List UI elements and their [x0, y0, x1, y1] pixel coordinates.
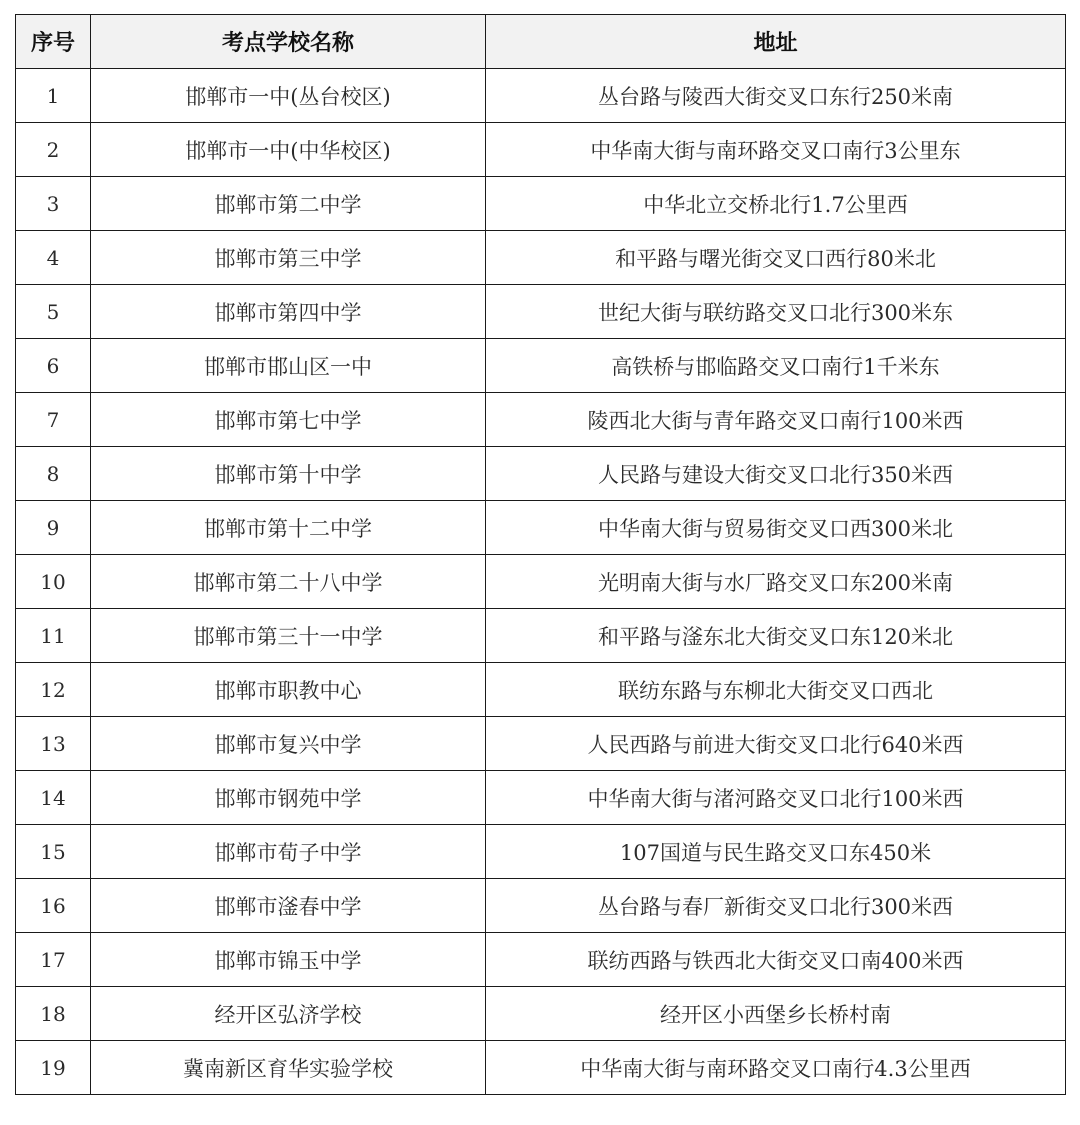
row-index: 6	[16, 339, 91, 393]
row-index: 1	[16, 69, 91, 123]
table-row	[16, 771, 1066, 825]
school-address: 丛台路与春厂新街交叉口北行300米西	[486, 879, 1066, 933]
school-name: 邯郸市第三十一中学	[91, 609, 486, 663]
table-row	[16, 69, 1066, 123]
table-row	[16, 393, 1066, 447]
school-address: 联纺东路与东柳北大街交叉口西北	[486, 663, 1066, 717]
table-row	[16, 879, 1066, 933]
school-address: 人民西路与前进大街交叉口北行640米西	[486, 717, 1066, 771]
table-row	[16, 987, 1066, 1041]
table-row	[16, 933, 1066, 987]
school-address: 和平路与滏东北大街交叉口东120米北	[486, 609, 1066, 663]
table-row	[16, 663, 1066, 717]
school-address: 光明南大街与水厂路交叉口东200米南	[486, 555, 1066, 609]
school-name: 邯郸市复兴中学	[91, 717, 486, 771]
school-name: 邯郸市锦玉中学	[91, 933, 486, 987]
row-index: 16	[16, 879, 91, 933]
school-name: 邯郸市邯山区一中	[91, 339, 486, 393]
school-name: 经开区弘济学校	[91, 987, 486, 1041]
school-name: 邯郸市第二十八中学	[91, 555, 486, 609]
row-index: 19	[16, 1041, 91, 1095]
header-index: 序号	[16, 15, 91, 69]
table-row	[16, 717, 1066, 771]
school-name: 邯郸市第四中学	[91, 285, 486, 339]
school-address: 丛台路与陵西大街交叉口东行250米南	[486, 69, 1066, 123]
school-address: 和平路与曙光街交叉口西行80米北	[486, 231, 1066, 285]
exam-site-table	[15, 14, 1066, 1095]
school-address: 高铁桥与邯临路交叉口南行1千米东	[486, 339, 1066, 393]
school-address: 人民路与建设大街交叉口北行350米西	[486, 447, 1066, 501]
school-address: 107国道与民生路交叉口东450米	[486, 825, 1066, 879]
row-index: 2	[16, 123, 91, 177]
school-name: 邯郸市一中(中华校区)	[91, 123, 486, 177]
row-index: 17	[16, 933, 91, 987]
row-index: 5	[16, 285, 91, 339]
school-name: 邯郸市第三中学	[91, 231, 486, 285]
school-address: 经开区小西堡乡长桥村南	[486, 987, 1066, 1041]
school-name: 邯郸市第七中学	[91, 393, 486, 447]
row-index: 10	[16, 555, 91, 609]
school-name: 邯郸市职教中心	[91, 663, 486, 717]
table-row	[16, 609, 1066, 663]
row-index: 7	[16, 393, 91, 447]
school-address: 中华北立交桥北行1.7公里西	[486, 177, 1066, 231]
school-address: 中华南大街与南环路交叉口南行3公里东	[486, 123, 1066, 177]
school-name: 邯郸市荀子中学	[91, 825, 486, 879]
table-row	[16, 177, 1066, 231]
school-address: 中华南大街与南环路交叉口南行4.3公里西	[486, 1041, 1066, 1095]
table-row	[16, 1041, 1066, 1095]
table-body	[16, 69, 1066, 1095]
school-name: 邯郸市一中(丛台校区)	[91, 69, 486, 123]
row-index: 13	[16, 717, 91, 771]
school-name: 邯郸市滏春中学	[91, 879, 486, 933]
table-header	[16, 15, 1066, 69]
row-index: 14	[16, 771, 91, 825]
school-name: 邯郸市钢苑中学	[91, 771, 486, 825]
table-row	[16, 339, 1066, 393]
table-row	[16, 555, 1066, 609]
school-name: 邯郸市第二中学	[91, 177, 486, 231]
row-index: 18	[16, 987, 91, 1041]
school-name: 邯郸市第十二中学	[91, 501, 486, 555]
school-address: 陵西北大街与青年路交叉口南行100米西	[486, 393, 1066, 447]
row-index: 9	[16, 501, 91, 555]
school-address: 中华南大街与渚河路交叉口北行100米西	[486, 771, 1066, 825]
row-index: 8	[16, 447, 91, 501]
header-address: 地址	[486, 15, 1066, 69]
school-address: 中华南大街与贸易街交叉口西300米北	[486, 501, 1066, 555]
row-index: 11	[16, 609, 91, 663]
table-row	[16, 123, 1066, 177]
table-row	[16, 231, 1066, 285]
row-index: 12	[16, 663, 91, 717]
table-row	[16, 501, 1066, 555]
header-row	[16, 15, 1066, 69]
school-name: 冀南新区育华实验学校	[91, 1041, 486, 1095]
table-row	[16, 447, 1066, 501]
row-index: 4	[16, 231, 91, 285]
school-address: 联纺西路与铁西北大街交叉口南400米西	[486, 933, 1066, 987]
header-school-name: 考点学校名称	[91, 15, 486, 69]
table-row	[16, 285, 1066, 339]
table-row	[16, 825, 1066, 879]
row-index: 3	[16, 177, 91, 231]
row-index: 15	[16, 825, 91, 879]
school-address: 世纪大街与联纺路交叉口北行300米东	[486, 285, 1066, 339]
school-name: 邯郸市第十中学	[91, 447, 486, 501]
